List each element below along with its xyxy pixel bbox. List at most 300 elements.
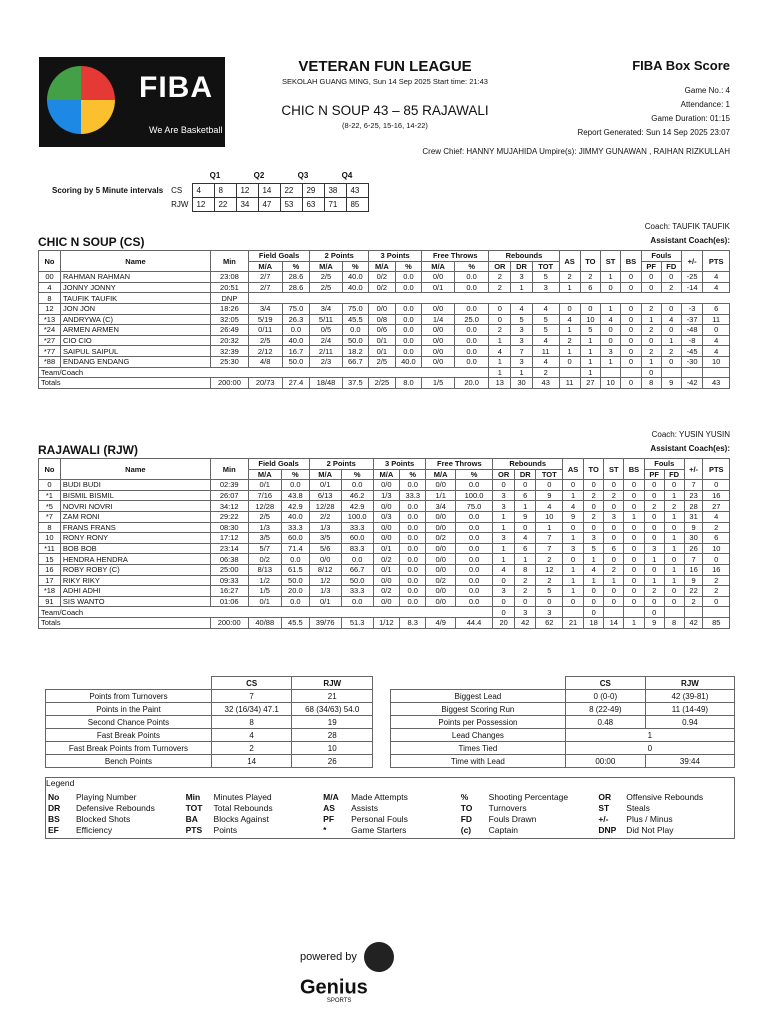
legend-desc: Minutes Played: [213, 791, 272, 802]
stat-cell: 2: [641, 346, 661, 357]
stat-cell: 2/7: [248, 282, 282, 293]
legend-desc: Personal Fouls: [351, 813, 408, 824]
stat-cell: 0/1: [422, 282, 455, 293]
column-header: Rebounds: [493, 459, 563, 470]
stat-cell: 31: [684, 511, 703, 522]
column-header: PTS: [703, 251, 730, 272]
stat-cell: 0.0: [454, 303, 488, 314]
stat-cell: 0: [624, 533, 645, 544]
stat-cell: -37: [681, 314, 702, 325]
stat-cell: 1/12: [373, 617, 399, 628]
score-cell: 43: [347, 183, 369, 197]
stats-value: 26: [292, 755, 373, 768]
stat-cell: 2: [703, 522, 730, 533]
stat-cell: 28.6: [282, 282, 310, 293]
stats-header: [46, 677, 212, 690]
legend-desc: Captain: [488, 824, 518, 835]
stat-cell: 10: [601, 378, 621, 389]
stat-cell: 62: [536, 617, 563, 628]
player-name: ROBY ROBY (C): [60, 564, 210, 575]
stat-cell: 0: [624, 554, 645, 565]
stat-cell: -3: [681, 303, 702, 314]
totals-label: Totals: [39, 378, 211, 389]
stat-cell: 3: [604, 511, 624, 522]
player-row: [39, 543, 730, 554]
stat-cell: 2/7: [248, 272, 282, 283]
stat-cell: 42: [684, 617, 703, 628]
stat-cell: 0.0: [400, 543, 426, 554]
column-header: 3 Points: [369, 251, 422, 262]
player-row: [39, 564, 730, 575]
stat-cell: 0: [583, 586, 604, 597]
stat-cell: 0: [644, 522, 664, 533]
legend-key: OR: [598, 791, 612, 802]
stat-cell: 7: [536, 543, 563, 554]
stat-cell: 1: [559, 346, 580, 357]
stat-cell: 30: [684, 533, 703, 544]
legend-key: AS: [323, 802, 335, 813]
stat-cell: 8: [641, 378, 661, 389]
stats-value: 7: [211, 690, 292, 703]
stat-cell: 0/1: [369, 346, 396, 357]
stat-cell: 2/11: [310, 346, 342, 357]
stats-row: [391, 716, 735, 729]
stats-row: [391, 755, 735, 768]
stat-cell: 28.6: [282, 272, 310, 283]
stat-cell: 6: [604, 543, 624, 554]
stat-cell: 0.0: [455, 522, 492, 533]
stat-cell: 0: [624, 480, 645, 491]
stat-cell: 200:00: [210, 617, 248, 628]
stat-cell: 20:51: [211, 282, 249, 293]
stat-cell: 2/5: [369, 356, 396, 367]
stat-cell: 43: [532, 378, 559, 389]
stat-cell: 2/4: [310, 335, 342, 346]
stat-cell: 75.0: [455, 501, 492, 512]
player-row: [39, 490, 730, 501]
stat-cell: 0/0: [426, 543, 455, 554]
stat-cell: 0: [601, 325, 621, 336]
column-subheader: %: [455, 469, 492, 480]
stats-value: 0.48: [565, 716, 645, 729]
stats-value: 2: [211, 742, 292, 755]
stat-cell: 0: [563, 596, 584, 607]
legend-key: TO: [460, 802, 473, 813]
score-cell: 4: [193, 183, 215, 197]
stat-cell: 37.5: [342, 378, 369, 389]
stat-cell: 2: [644, 501, 664, 512]
stat-cell: 3: [601, 346, 621, 357]
stat-cell: 0/1: [248, 480, 282, 491]
player-row: [39, 303, 730, 314]
stat-cell: -48: [681, 325, 702, 336]
box-score-title: FIBA Box Score: [632, 58, 730, 73]
legend-desc: Steals: [626, 802, 650, 813]
stat-cell: 33.3: [400, 490, 426, 501]
stat-cell: 2: [703, 575, 730, 586]
stat-cell: 0/0: [373, 575, 399, 586]
basketball-icon: [47, 66, 115, 134]
stat-cell: 3: [493, 501, 515, 512]
stats-value: 8: [211, 716, 292, 729]
stat-cell: 0/0: [309, 554, 341, 565]
player-number: *11: [39, 543, 61, 554]
stat-cell: 2: [536, 554, 563, 565]
stats-row: [46, 690, 373, 703]
stat-cell: 1/3: [309, 522, 341, 533]
stat-cell: 1: [559, 282, 580, 293]
player-number: *1: [39, 490, 61, 501]
player-name: RAHMAN RAHMAN: [61, 272, 211, 283]
legend-key: M/A: [323, 791, 339, 802]
stat-cell: 6: [580, 282, 601, 293]
stat-cell: 0.0: [400, 533, 426, 544]
stat-cell: 0: [583, 596, 604, 607]
stat-cell: 1: [661, 335, 681, 346]
stat-cell: 200:00: [211, 378, 249, 389]
legend-key: PF: [323, 813, 335, 824]
stat-cell: 0: [601, 282, 621, 293]
stats-label: Points per Possession: [391, 716, 566, 729]
team2-assistant: Assistant Coach(es):: [650, 444, 730, 453]
team-stats-left: [45, 676, 373, 768]
stat-cell: [604, 607, 624, 618]
stat-cell: 0.0: [341, 596, 373, 607]
stat-cell: 0.0: [400, 522, 426, 533]
stat-cell: 0/0: [426, 564, 455, 575]
stat-cell: 7: [684, 480, 703, 491]
player-row: [39, 586, 730, 597]
team-abbr: RJW: [171, 199, 189, 209]
score-cell: 22: [215, 197, 237, 211]
stat-cell: 18.2: [342, 346, 369, 357]
stat-cell: 18: [583, 617, 604, 628]
stat-cell: 0/1: [373, 543, 399, 554]
stat-cell: 23:08: [211, 272, 249, 283]
legend-desc: Defensive Rebounds: [75, 802, 155, 813]
stat-cell: 0.0: [455, 511, 492, 522]
column-header: Rebounds: [489, 251, 559, 262]
stat-cell: 40.0: [342, 272, 369, 283]
stat-cell: 0: [620, 356, 641, 367]
stat-cell: 8/13: [248, 564, 282, 575]
stat-cell: 50.0: [342, 335, 369, 346]
player-name: JONNY JONNY: [61, 282, 211, 293]
stat-cell: 0/0: [373, 522, 399, 533]
stat-cell: 0: [515, 596, 536, 607]
stat-cell: 4: [583, 564, 604, 575]
stat-cell: 2: [536, 575, 563, 586]
stat-cell: 4: [536, 501, 563, 512]
player-number: *88: [39, 356, 61, 367]
score-cell: 47: [259, 197, 281, 211]
stat-cell: 1: [493, 543, 515, 554]
stats-label: Time with Lead: [391, 755, 566, 768]
legend-table: [46, 791, 734, 835]
stat-cell: 0.0: [454, 346, 488, 357]
stat-cell: 2/5: [248, 511, 282, 522]
team2-box-score: [38, 458, 730, 629]
player-row: [39, 596, 730, 607]
stat-cell: 0/0: [373, 596, 399, 607]
stat-cell: 0/0: [426, 554, 455, 565]
stat-cell: 3: [511, 356, 532, 367]
stat-cell: 0: [624, 596, 645, 607]
stat-cell: 0.0: [400, 575, 426, 586]
stat-cell: 0: [493, 575, 515, 586]
stat-cell: 0/0: [422, 325, 455, 336]
stat-cell: [661, 367, 681, 378]
stat-cell: 1: [664, 511, 684, 522]
stat-cell: 0: [620, 303, 641, 314]
stat-cell: 2: [559, 335, 580, 346]
stat-cell: 4: [493, 564, 515, 575]
stat-cell: 100.0: [455, 490, 492, 501]
stat-cell: 09:33: [210, 575, 248, 586]
stat-cell: 85: [703, 617, 730, 628]
powered-by: [300, 942, 452, 1004]
stat-cell: 3: [515, 607, 536, 618]
stat-cell: 5: [511, 314, 532, 325]
stat-cell: 7: [684, 554, 703, 565]
column-subheader: M/A: [248, 469, 282, 480]
stats-value: 39:44: [645, 755, 734, 768]
stat-cell: 1: [664, 533, 684, 544]
stat-cell: 6: [703, 533, 730, 544]
stat-cell: 10: [703, 356, 730, 367]
stat-cell: 0: [644, 511, 664, 522]
score-cell: 12: [193, 197, 215, 211]
stat-cell: 4: [563, 501, 584, 512]
stats-label: Biggest Scoring Run: [391, 703, 566, 716]
stat-cell: 8: [664, 617, 684, 628]
score-cell: 12: [237, 183, 259, 197]
column-header: +/-: [681, 251, 702, 272]
stat-cell: 0: [620, 335, 641, 346]
stat-cell: 5/6: [309, 543, 341, 554]
column-subheader: PF: [644, 469, 664, 480]
column-subheader: DR: [511, 261, 532, 272]
stat-cell: 0/2: [426, 575, 455, 586]
stat-cell: 0: [624, 522, 645, 533]
stats-value: 0 (0-0): [565, 690, 645, 703]
stat-cell: 5/11: [310, 314, 342, 325]
stat-cell: 27: [580, 378, 601, 389]
stats-label: Fast Break Points from Turnovers: [46, 742, 212, 755]
stat-cell: -45: [681, 346, 702, 357]
stat-cell: 0: [620, 378, 641, 389]
stat-cell: 5: [532, 325, 559, 336]
stat-cell: 0: [624, 575, 645, 586]
stat-cell: 20:32: [211, 335, 249, 346]
stat-cell: 0: [620, 314, 641, 325]
stat-cell: 2: [703, 586, 730, 597]
logo-tagline: We Are Basketball: [149, 125, 223, 135]
stat-cell: 0/0: [426, 480, 455, 491]
stat-cell: 0.0: [341, 480, 373, 491]
stat-cell: 16.7: [282, 346, 310, 357]
player-number: 16: [39, 564, 61, 575]
stat-cell: 9: [661, 378, 681, 389]
stat-cell: 7/16: [248, 490, 282, 501]
player-name: NOVRI NOVRI: [60, 501, 210, 512]
column-header: TO: [580, 251, 601, 272]
player-number: 10: [39, 533, 61, 544]
column-subheader: M/A: [309, 469, 341, 480]
game-info: [577, 84, 730, 140]
stat-cell: 16: [684, 564, 703, 575]
stat-cell: 0.0: [395, 272, 422, 283]
stat-cell: 1: [580, 335, 601, 346]
player-number: 15: [39, 554, 61, 565]
stat-cell: 0: [624, 501, 645, 512]
player-number: *5: [39, 501, 61, 512]
legend-key: PTS: [185, 824, 203, 835]
stat-cell: 0: [641, 282, 661, 293]
stats-row: [46, 703, 373, 716]
team2-title: RAJAWALI (RJW): [38, 443, 138, 457]
stat-cell: 42.9: [282, 501, 310, 512]
stat-cell: 8/12: [309, 564, 341, 575]
stat-cell: 2: [604, 564, 624, 575]
stat-cell: 5: [583, 543, 604, 554]
stat-cell: 0: [604, 533, 624, 544]
stat-cell: 0.0: [395, 325, 422, 336]
legend-desc: Fouls Drawn: [488, 813, 537, 824]
player-row: [39, 575, 730, 586]
stats-header-row: [391, 677, 735, 690]
stat-cell: 7: [536, 533, 563, 544]
stat-cell: 0.0: [395, 314, 422, 325]
stats-value: 28: [292, 729, 373, 742]
column-subheader: M/A: [426, 469, 455, 480]
stat-cell: 3: [563, 543, 584, 554]
legend-key: EF: [48, 824, 59, 835]
stat-cell: 2/5: [310, 272, 342, 283]
stat-cell: [684, 607, 703, 618]
score-cell: 38: [325, 183, 347, 197]
stat-cell: 0: [515, 522, 536, 533]
score-cell: 71: [325, 197, 347, 211]
column-subheader: %: [454, 261, 488, 272]
stat-cell: 8.3: [400, 617, 426, 628]
stat-cell: 0.0: [400, 554, 426, 565]
stat-cell: 40.0: [395, 356, 422, 367]
stat-cell: 4: [532, 335, 559, 346]
stat-cell: 23: [684, 490, 703, 501]
stat-cell: 4: [489, 346, 511, 357]
column-subheader: OR: [493, 469, 515, 480]
stat-cell: 0/0: [373, 501, 399, 512]
legend-desc: Did Not Play: [626, 824, 674, 835]
stat-cell: 18/48: [310, 378, 342, 389]
stat-cell: 2/2: [309, 511, 341, 522]
stat-cell: 2: [664, 501, 684, 512]
stat-cell: 1: [580, 367, 601, 378]
stat-cell: 23:14: [210, 543, 248, 554]
powered-text: powered by: [300, 950, 357, 963]
stat-cell: 0: [664, 596, 684, 607]
stat-cell: 0/0: [373, 480, 399, 491]
stat-cell: 0: [563, 480, 584, 491]
stats-value: 0.94: [645, 716, 734, 729]
stat-cell: 0.0: [395, 303, 422, 314]
stat-cell: 2: [641, 303, 661, 314]
stat-cell: 0: [563, 522, 584, 533]
stat-cell: 0: [641, 367, 661, 378]
player-name: BUDI BUDI: [60, 480, 210, 491]
column-header: Fouls: [644, 459, 684, 470]
stats-row: [46, 716, 373, 729]
stat-cell: 2: [559, 272, 580, 283]
stat-cell: 0.0: [455, 596, 492, 607]
stat-cell: 0.0: [282, 480, 310, 491]
stat-cell: 0: [604, 501, 624, 512]
player-row: [39, 480, 730, 491]
stat-cell: 0/2: [373, 586, 399, 597]
stat-cell: 0: [624, 586, 645, 597]
column-header: Name: [60, 459, 210, 480]
stat-cell: 0/1: [373, 564, 399, 575]
stat-cell: 2: [604, 490, 624, 501]
column-subheader: %: [342, 261, 369, 272]
stat-cell: 0/0: [426, 511, 455, 522]
stat-cell: 0.0: [341, 554, 373, 565]
quarter-header: Q3: [297, 171, 309, 181]
stat-cell: 0: [604, 480, 624, 491]
stat-cell: 46.2: [341, 490, 373, 501]
stats-header-row: [46, 677, 373, 690]
stat-cell: 1: [664, 490, 684, 501]
stats-label: Bench Points: [46, 755, 212, 768]
stat-cell: 4: [532, 356, 559, 367]
stat-cell: 0.0: [455, 543, 492, 554]
stat-cell: 5: [532, 314, 559, 325]
stat-cell: 0.0: [400, 501, 426, 512]
stat-cell: 1: [604, 575, 624, 586]
player-name: JON JON: [61, 303, 211, 314]
stat-cell: 13: [489, 378, 511, 389]
player-number: 12: [39, 303, 61, 314]
stat-cell: 10: [536, 511, 563, 522]
stat-cell: 0/5: [310, 325, 342, 336]
stat-cell: 0: [604, 596, 624, 607]
totals-label: Totals: [39, 617, 211, 628]
stat-cell: 06:38: [210, 554, 248, 565]
stat-cell: 4: [511, 303, 532, 314]
stat-cell: 61.5: [282, 564, 310, 575]
scoring-intervals: [48, 169, 369, 212]
player-number: 00: [39, 272, 61, 283]
stat-cell: 0: [641, 272, 661, 283]
stat-cell: 7: [511, 346, 532, 357]
stat-cell: 1: [583, 554, 604, 565]
player-name: ZAM RONI: [60, 511, 210, 522]
stat-cell: 1: [493, 554, 515, 565]
officials: Crew Chief: HANNY MUJAHIDA Umpire(s): JIMMY GUNAWAN , RAIHAN RIZKULLAH: [422, 147, 730, 156]
stat-cell: 12/28: [309, 501, 341, 512]
stat-cell: 0.0: [342, 325, 369, 336]
score-cell: 14: [259, 183, 281, 197]
score-cell: 63: [303, 197, 325, 211]
stat-cell: 3: [644, 543, 664, 554]
stats-row: [46, 742, 373, 755]
stat-cell: 3: [493, 586, 515, 597]
stat-cell: 0: [493, 596, 515, 607]
venue-line: SEKOLAH GUANG MING, Sun 14 Sep 2025 Start time: 21:43: [282, 77, 488, 86]
stat-cell: 2: [644, 586, 664, 597]
stats-value: 10: [292, 742, 373, 755]
